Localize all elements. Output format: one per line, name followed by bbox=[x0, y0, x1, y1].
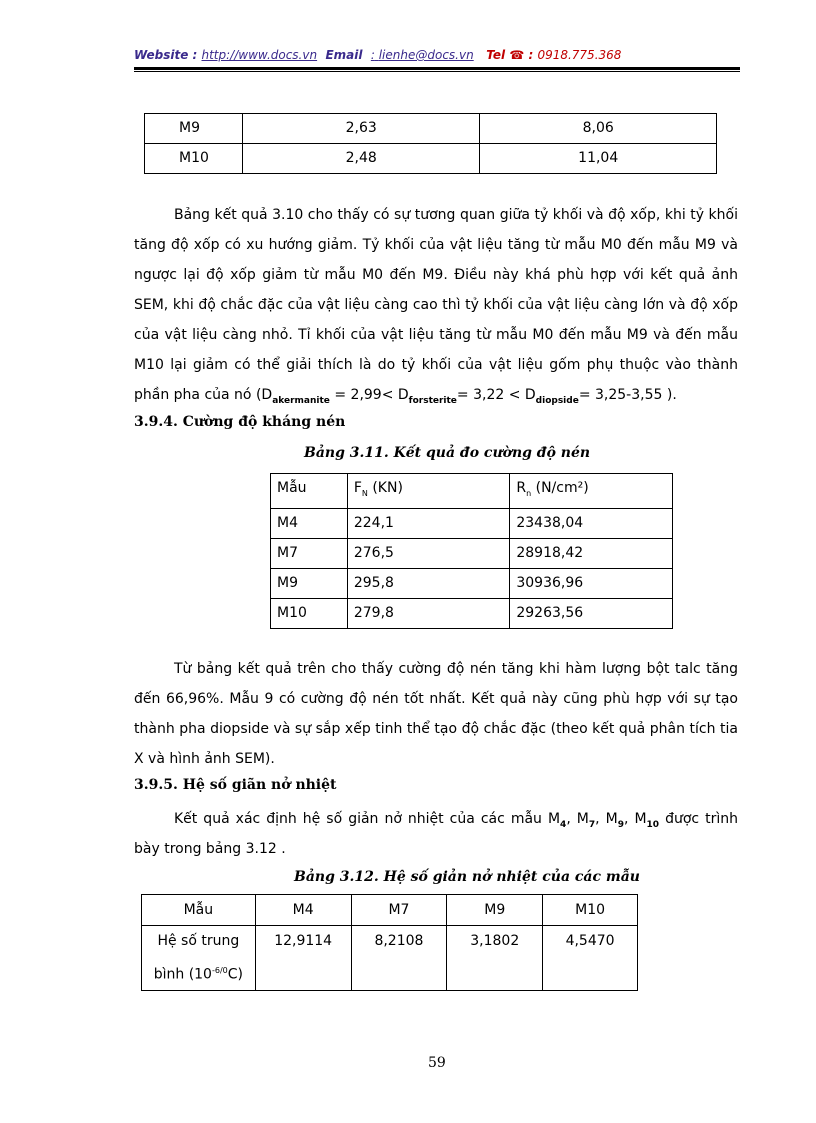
table-cell: 28918,42 bbox=[510, 538, 673, 568]
table-cell: M4 bbox=[271, 508, 348, 538]
table-row bbox=[145, 144, 717, 174]
column-header: Mẫu bbox=[271, 474, 348, 509]
table-compressive-strength bbox=[270, 473, 673, 629]
section-heading-394: 3.9.4. Cường độ kháng nén bbox=[134, 414, 346, 430]
column-header: $F_N$ (KN) bbox=[347, 474, 510, 509]
table-cell: 11,04 bbox=[480, 144, 717, 174]
column-header: $R_n$ (N/cm²) bbox=[510, 474, 673, 509]
tel-label: Tel ☎ : bbox=[486, 48, 534, 62]
table-row bbox=[142, 926, 638, 991]
table-cell: 29263,56 bbox=[510, 598, 673, 628]
table-header-row bbox=[271, 474, 673, 509]
table-cell: 279,8 bbox=[347, 598, 510, 628]
table-cell: 23438,04 bbox=[510, 508, 673, 538]
table-cell: 30936,96 bbox=[510, 568, 673, 598]
table-cell: 2,48 bbox=[242, 144, 480, 174]
table-cell: M10 bbox=[271, 598, 348, 628]
table-cell: 8,2108 bbox=[351, 926, 447, 991]
column-header: M9 bbox=[447, 895, 543, 926]
table-cell: 8,06 bbox=[480, 114, 717, 144]
email-link[interactable]: : lienhe@docs.vn bbox=[370, 48, 474, 62]
caption-table-312: Bảng 3.12. Hệ số giản nở nhiệt của các mẫu bbox=[294, 869, 640, 885]
column-header: M4 bbox=[255, 895, 351, 926]
caption-table-311: Bảng 3.11. Kết quả đo cường độ nén bbox=[304, 445, 591, 461]
page-header bbox=[134, 48, 621, 62]
table-cell: 276,5 bbox=[347, 538, 510, 568]
page-number: 59 bbox=[428, 1055, 446, 1071]
paragraph-thermal: Kết quả xác định hệ số giản nở nhiệt của các mẫu $M_4$, $M_7$, $M_9$, $M_{10}$ được trình bày trong bảng 3.12 . bbox=[134, 811, 739, 857]
tel-number: 0918.775.368 bbox=[537, 48, 622, 62]
website-label: Website : bbox=[134, 48, 198, 62]
table-row bbox=[271, 538, 673, 568]
table-row bbox=[145, 114, 717, 144]
table-cell: 3,1802 bbox=[447, 926, 543, 991]
table-cell: 12,9114 bbox=[255, 926, 351, 991]
website-link[interactable]: http://www.docs.vn bbox=[201, 48, 318, 62]
table-cell: 4,5470 bbox=[543, 926, 638, 991]
paragraph-compressive: Từ bảng kết quả trên cho thấy cường độ nén tăng khi hàm lượng bột talc tăng đến 66,96%. Mẫu 9 có cường độ nén tốt nhất. Kết quả này cũng phù hợp với sự tạo thành pha diopside và sự sắp xếp tinh thể tạo độ chắc đặc (theo kết quả phân tích tia X và hình ảnh SEM). bbox=[134, 661, 738, 767]
table-row bbox=[271, 568, 673, 598]
paragraph-density: Bảng kết quả 3.10 cho thấy có sự tương quan giữa tỷ khối và độ xốp, khi tỷ khối tăng độ xốp có xu hướng giảm. Tỷ khối của vật liệu tăng từ mẫu M0 đến mẫu M9 và ngược lại độ xốp giảm từ mẫu M0 đến M9. Điều này khá phù hợp với kết quả ảnh SEM, khi độ chắc đặc của vật liệu càng cao thì tỷ khối của vật liệu càng lớn và độ xốp của vật liệu càng nhỏ. Tỉ khối của vật liệu tăng từ mẫu M0 đến mẫu M9 và đến mẫu M10 lại giảm có thể giải thích là do tỷ khối của vật liệu gốm phụ thuộc vào thành phần pha của nó ($D_{akermanite} = 2,99< D_{forsterite}= 3,22 < D_{diopside}= 3,25-3,55$ ). bbox=[134, 207, 738, 406]
email-label: Email bbox=[325, 48, 363, 62]
table-row bbox=[271, 598, 673, 628]
column-header: M7 bbox=[351, 895, 447, 926]
table-density-porosity bbox=[144, 113, 717, 174]
table-row bbox=[271, 508, 673, 538]
table-cell: M9 bbox=[271, 568, 348, 598]
row-label: Hệ số trung bình $(10^{-6/0}C)$ bbox=[142, 926, 256, 991]
table-header-row bbox=[142, 895, 638, 926]
table-cell: M7 bbox=[271, 538, 348, 568]
table-cell: M10 bbox=[145, 144, 243, 174]
column-header: M10 bbox=[543, 895, 638, 926]
table-cell: 2,63 bbox=[242, 114, 480, 144]
column-header: Mẫu bbox=[142, 895, 256, 926]
header-rule bbox=[134, 67, 740, 70]
table-cell: 295,8 bbox=[347, 568, 510, 598]
table-cell: M9 bbox=[145, 114, 243, 144]
header-rule-thin bbox=[134, 71, 740, 72]
table-cell: 224,1 bbox=[347, 508, 510, 538]
section-heading-395: 3.9.5. Hệ số giãn nở nhiệt bbox=[134, 777, 337, 793]
table-thermal-expansion bbox=[141, 894, 638, 991]
